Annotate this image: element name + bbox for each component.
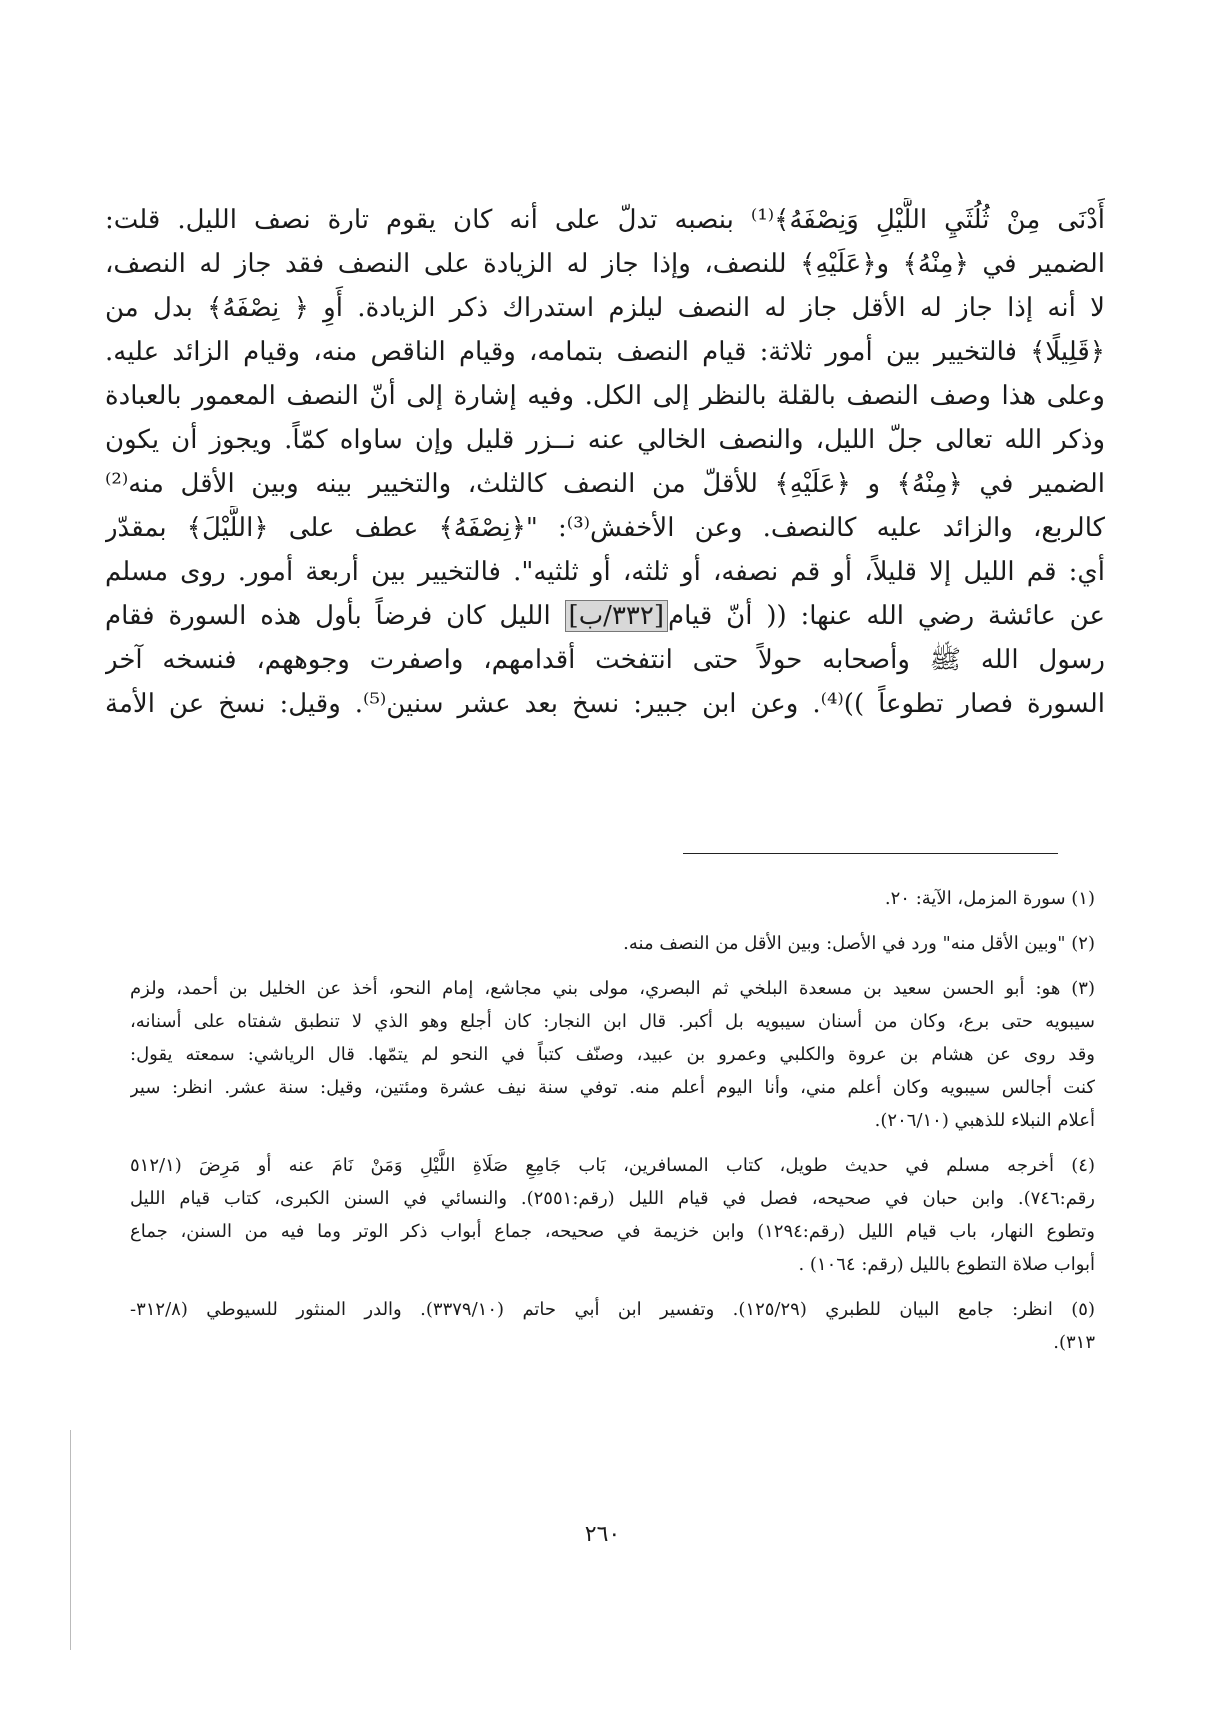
footnote-line: ٣١٣).	[1053, 1332, 1095, 1353]
body-line: أي: قم الليل إلا قليلاً، أو قم نصفه، أو ثلثه، أو ثلثيه". فالتخيير بين أربعة أمور. روى مسلم	[105, 557, 1105, 587]
footnotes-section	[130, 882, 1095, 1371]
footnote-line: سيبويه حتى برع، وكان من أسنان سيبويه بل أكبر. قال ابن النجار: كان أجلع وهو الذي لا تنطبق شفتاه على أسنانه،	[130, 1011, 1095, 1032]
footnote-2	[130, 927, 1095, 960]
manuscript-folio-marker: [٣٣٢/ب]	[565, 600, 668, 632]
main-body-text	[105, 198, 1105, 726]
body-line-start: عن عائشة رضي الله عنها: (( أنّ قيام	[668, 601, 1105, 631]
footnote-line: (٥) انظر: جامع البيان للطبري (١٢٥/٢٩). وتفسير ابن أبي حاتم (٣٣٧٩/١٠). والدر المنثور للسيوطي (٣١٢/٨-	[130, 1299, 1095, 1320]
footnote-line: وتطوع النهار، باب قيام الليل (رقم:١٢٩٤) وابن خزيمة في صحيحه، جماع أبواب ذكر الوتر وما فيه من السنن، جماع	[130, 1221, 1095, 1242]
footnote-line: رقم:٧٤٦). وابن حبان في صحيحه، فصل في قيام الليل (رقم:٢٥٥١). والنسائي في السنن الكبرى، كتاب قيام الليل	[130, 1188, 1095, 1209]
footnote-line: أبواب صلاة التطوع بالليل (رقم: ١٠٦٤) .	[798, 1254, 1095, 1275]
footnote-line: أعلام النبلاء للذهبي (٢٠٦/١٠).	[874, 1110, 1095, 1131]
footnote-line: (٢) "وبين الأقل منه" ورد في الأصل: وبين الأقل من النصف منه.	[623, 933, 1095, 954]
footnote-line: وقد روى عن هشام بن عروة والكلبي وعمرو بن عبيد، وصنّف كتباً في النحو لم يتمّها. قال الرياشي: سمعته يقول:	[130, 1044, 1095, 1065]
footnote-1	[130, 882, 1095, 915]
body-line: الضمير في ﴿مِنْهُ﴾ و﴿عَلَيْهِ﴾ للنصف، وإذا جاز له الزيادة على النصف فقد جاز له النصف،	[105, 249, 1105, 279]
page-number: ٢٦٠	[584, 1522, 621, 1547]
footnote-separator	[683, 853, 1058, 854]
footnote-3	[130, 972, 1095, 1137]
body-line: وذكر الله تعالى جلّ الليل، والنصف الخالي عنه نــزر قليل وإن ساواه كمّاً. ويجوز أن يكون	[105, 425, 1105, 455]
footnote-line: (١) سورة المزمل، الآية: ٢٠.	[884, 888, 1095, 909]
body-line-end: الليل كان فرضاً بأول هذه السورة فقام	[105, 601, 565, 631]
body-line: السورة فصار تطوعاً ))⁽⁴⁾. وعن ابن جبير: نسخ بعد عشر سنين⁽⁵⁾. وقيل: نسخ عن الأمة	[105, 689, 1105, 719]
body-line: كالربع، والزائد عليه كالنصف. وعن الأخفش⁽³⁾: "﴿نِصْفَهُ﴾ عطف على ﴿اللَّيْلَ﴾ بمقدّر	[105, 513, 1105, 543]
footnote-line: (٣) هو: أبو الحسن سعيد بن مسعدة البلخي ثم البصري، مولى بني مجاشع، إمام النحو، أخذ عن الخليل بن أحمد، ولزم	[130, 978, 1095, 999]
body-line: وعلى هذا وصف النصف بالقلة بالنظر إلى الكل. وفيه إشارة إلى أنّ النصف المعمور بالعبادة	[105, 381, 1105, 411]
body-line: ﴿قَلِيلًا﴾ فالتخيير بين أمور ثلاثة: قيام النصف بتمامه، وقيام الناقص منه، وقيام الزائد عليه.	[105, 337, 1105, 367]
footnote-4	[130, 1149, 1095, 1281]
body-line: لا أنه إذا جاز له الأقل جاز له النصف ليلزم استدراك ذكر الزيادة. أَوِ ﴿ نِصْفَهُ﴾ بدل من	[105, 293, 1105, 323]
footnote-line: (٤) أخرجه مسلم في حديث طويل، كتاب المسافرين، بَاب جَامِعِ صَلَاةِ اللَّيْلِ وَمَنْ نَامَ عنه أو مَرِضَ (٥١٢/١	[130, 1155, 1095, 1176]
body-line: الضمير في ﴿مِنْهُ﴾ و ﴿عَلَيْهِ﴾ للأقلّ من النصف كالثلث، والتخيير بينه وبين الأقل منه⁽²⁾	[105, 469, 1105, 499]
footnote-5	[130, 1293, 1095, 1359]
scan-margin-line	[70, 1430, 71, 1650]
body-line: رسول الله ﷺ وأصحابه حولاً حتى انتفخت أقدامهم، واصفرت وجوههم، فنسخه آخر	[105, 645, 1105, 675]
body-line: أَدْنَى مِنْ ثُلُثَيِ اللَّيْلِ وَنِصْفَهُ﴾⁽¹⁾ بنصبه تدلّ على أنه كان يقوم تارة نصف الليل. قلت:	[105, 205, 1105, 235]
body-line-with-marker	[105, 594, 1105, 638]
footnote-line: كنت أجالس سيبويه وكان أعلم مني، وأنا اليوم أعلم منه. توفي سنة نيف عشرة ومئتين، وقيل: سنة عشر. انظر: سير	[130, 1077, 1095, 1098]
